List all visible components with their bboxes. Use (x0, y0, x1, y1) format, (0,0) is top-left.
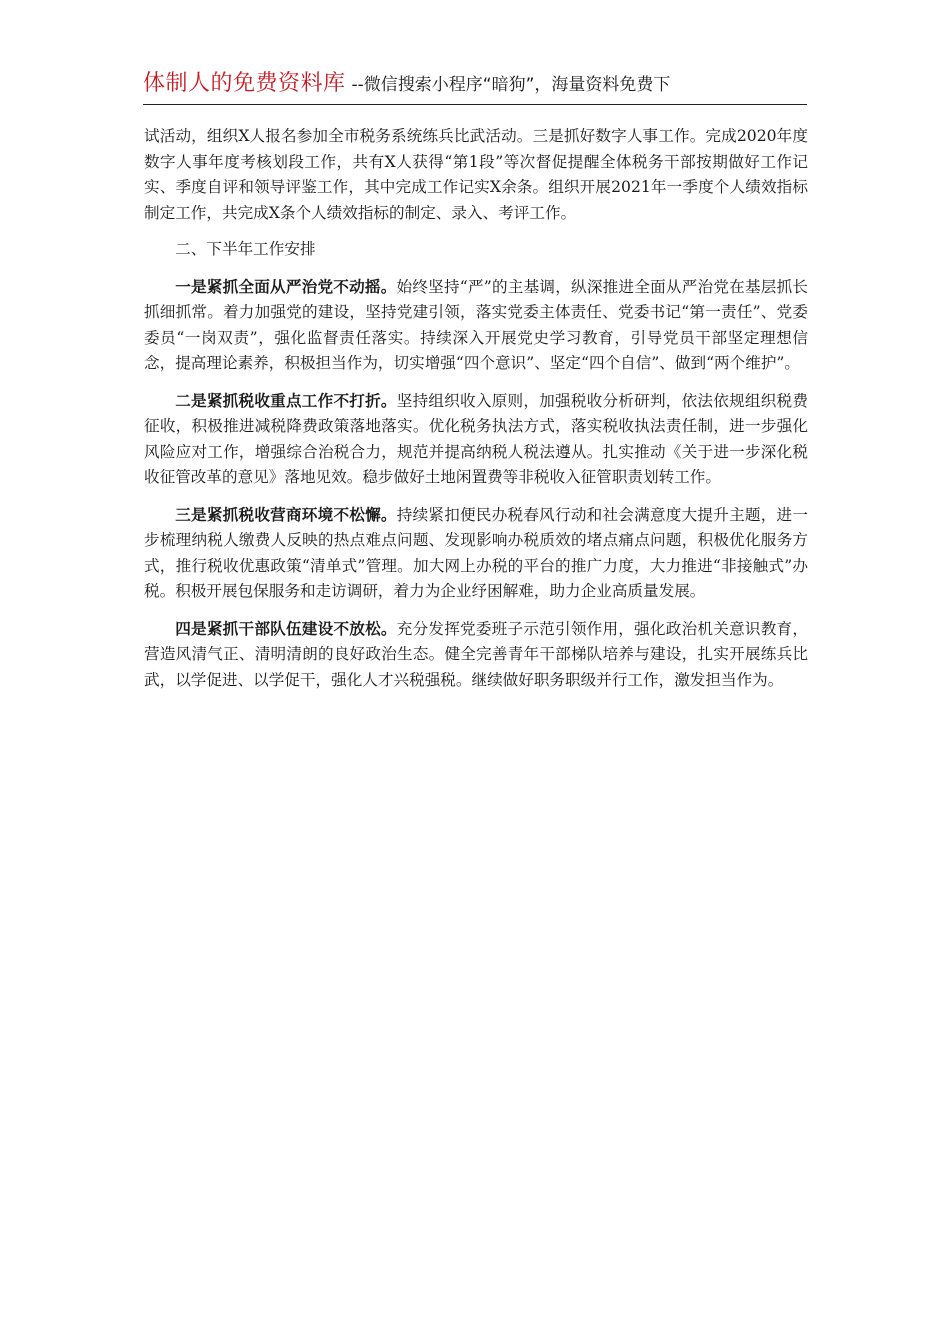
work-item-1 (144, 274, 808, 377)
work-item-3-text: 持续紧扣便民办税春风行动和社会满意度大提升主题，进一步梳理纳税人缴费人反映的热点难点问题、发现影响办税质效的堵点痛点问题，积极优化服务方式，推行税收优惠政策“清单式”管理。加大网上办税的平台的推广力度，大力推进“非接触式”办税。积极开展包保服务和走访调研，着力为企业纾困解难，助力企业高质量发展。 (144, 505, 808, 600)
work-item-1-lead: 一是紧抓全面从严治党不动摇。 (175, 276, 397, 296)
work-item-2-text: 坚持组织收入原则，加强税收分析研判，依法依规组织税费征收，积极推进减税降费政策落地落实。优化税务执法方式，落实税收执法责任制，进一步强化风险应对工作，增强综合治税合力，规范并提高纳税人税法遵从。扎实推动《关于进一步深化税收征管改革的意见》落地见效。稳步做好土地闲置费等非税收入征管职责划转工作。 (144, 391, 808, 486)
work-item-4-lead: 四是紧抓干部队伍建设不放松。 (175, 618, 397, 638)
header-brand: 体制人的免费资料库 (143, 71, 346, 96)
work-item-4 (144, 616, 808, 694)
work-item-2-lead: 二是紧抓税收重点工作不打折。 (175, 390, 397, 410)
work-item-4-text: 充分发挥党委班子示范引领作用，强化政治机关意识教育，营造风清气正、清明清朗的良好政治生态。健全完善青年干部梯队培养与建设，扎实开展练兵比武，以学促进、以学促干，强化人才兴税强税。继续做好职务职级并行工作，激发担当作为。 (144, 619, 808, 689)
page-header (143, 64, 807, 105)
work-item-1-text: 始终坚持“严”的主基调，纵深推进全面从严治党在基层抓长抓细抓常。着力加强党的建设，坚持党建引领，落实党委主体责任、党委书记“第一责任”、党委委员“一岗双责”，强化监督责任落实。持续深入开展党史学习教育，引导党员干部坚定理想信念，提高理论素养，积极担当作为，切实增强“四个意识”、坚定“四个自信”、做到“两个维护”。 (144, 277, 808, 372)
work-item-2 (144, 388, 808, 491)
header-tagline: --微信搜索小程序“暗狗”，海量资料免费下 (351, 75, 671, 95)
document-body (144, 124, 808, 704)
work-item-3-lead: 三是紧抓税收营商环境不松懈。 (175, 504, 397, 524)
section-heading: 二、下半年工作安排 (175, 240, 316, 258)
continued-paragraph: 试活动，组织X人报名参加全市税务系统练兵比武活动。三是抓好数字人事工作。完成2020年度数字人事年度考核划段工作，共有X人获得“第1段”等次督促提醒全体税务干部按期做好工作记实、季度自评和领导评鉴工作，其中完成工作记实X余条。组织开展2021年一季度个人绩效指标制定工作，共完成X条个人绩效指标的制定、录入、考评工作。 (144, 127, 808, 222)
work-item-3 (144, 502, 808, 605)
